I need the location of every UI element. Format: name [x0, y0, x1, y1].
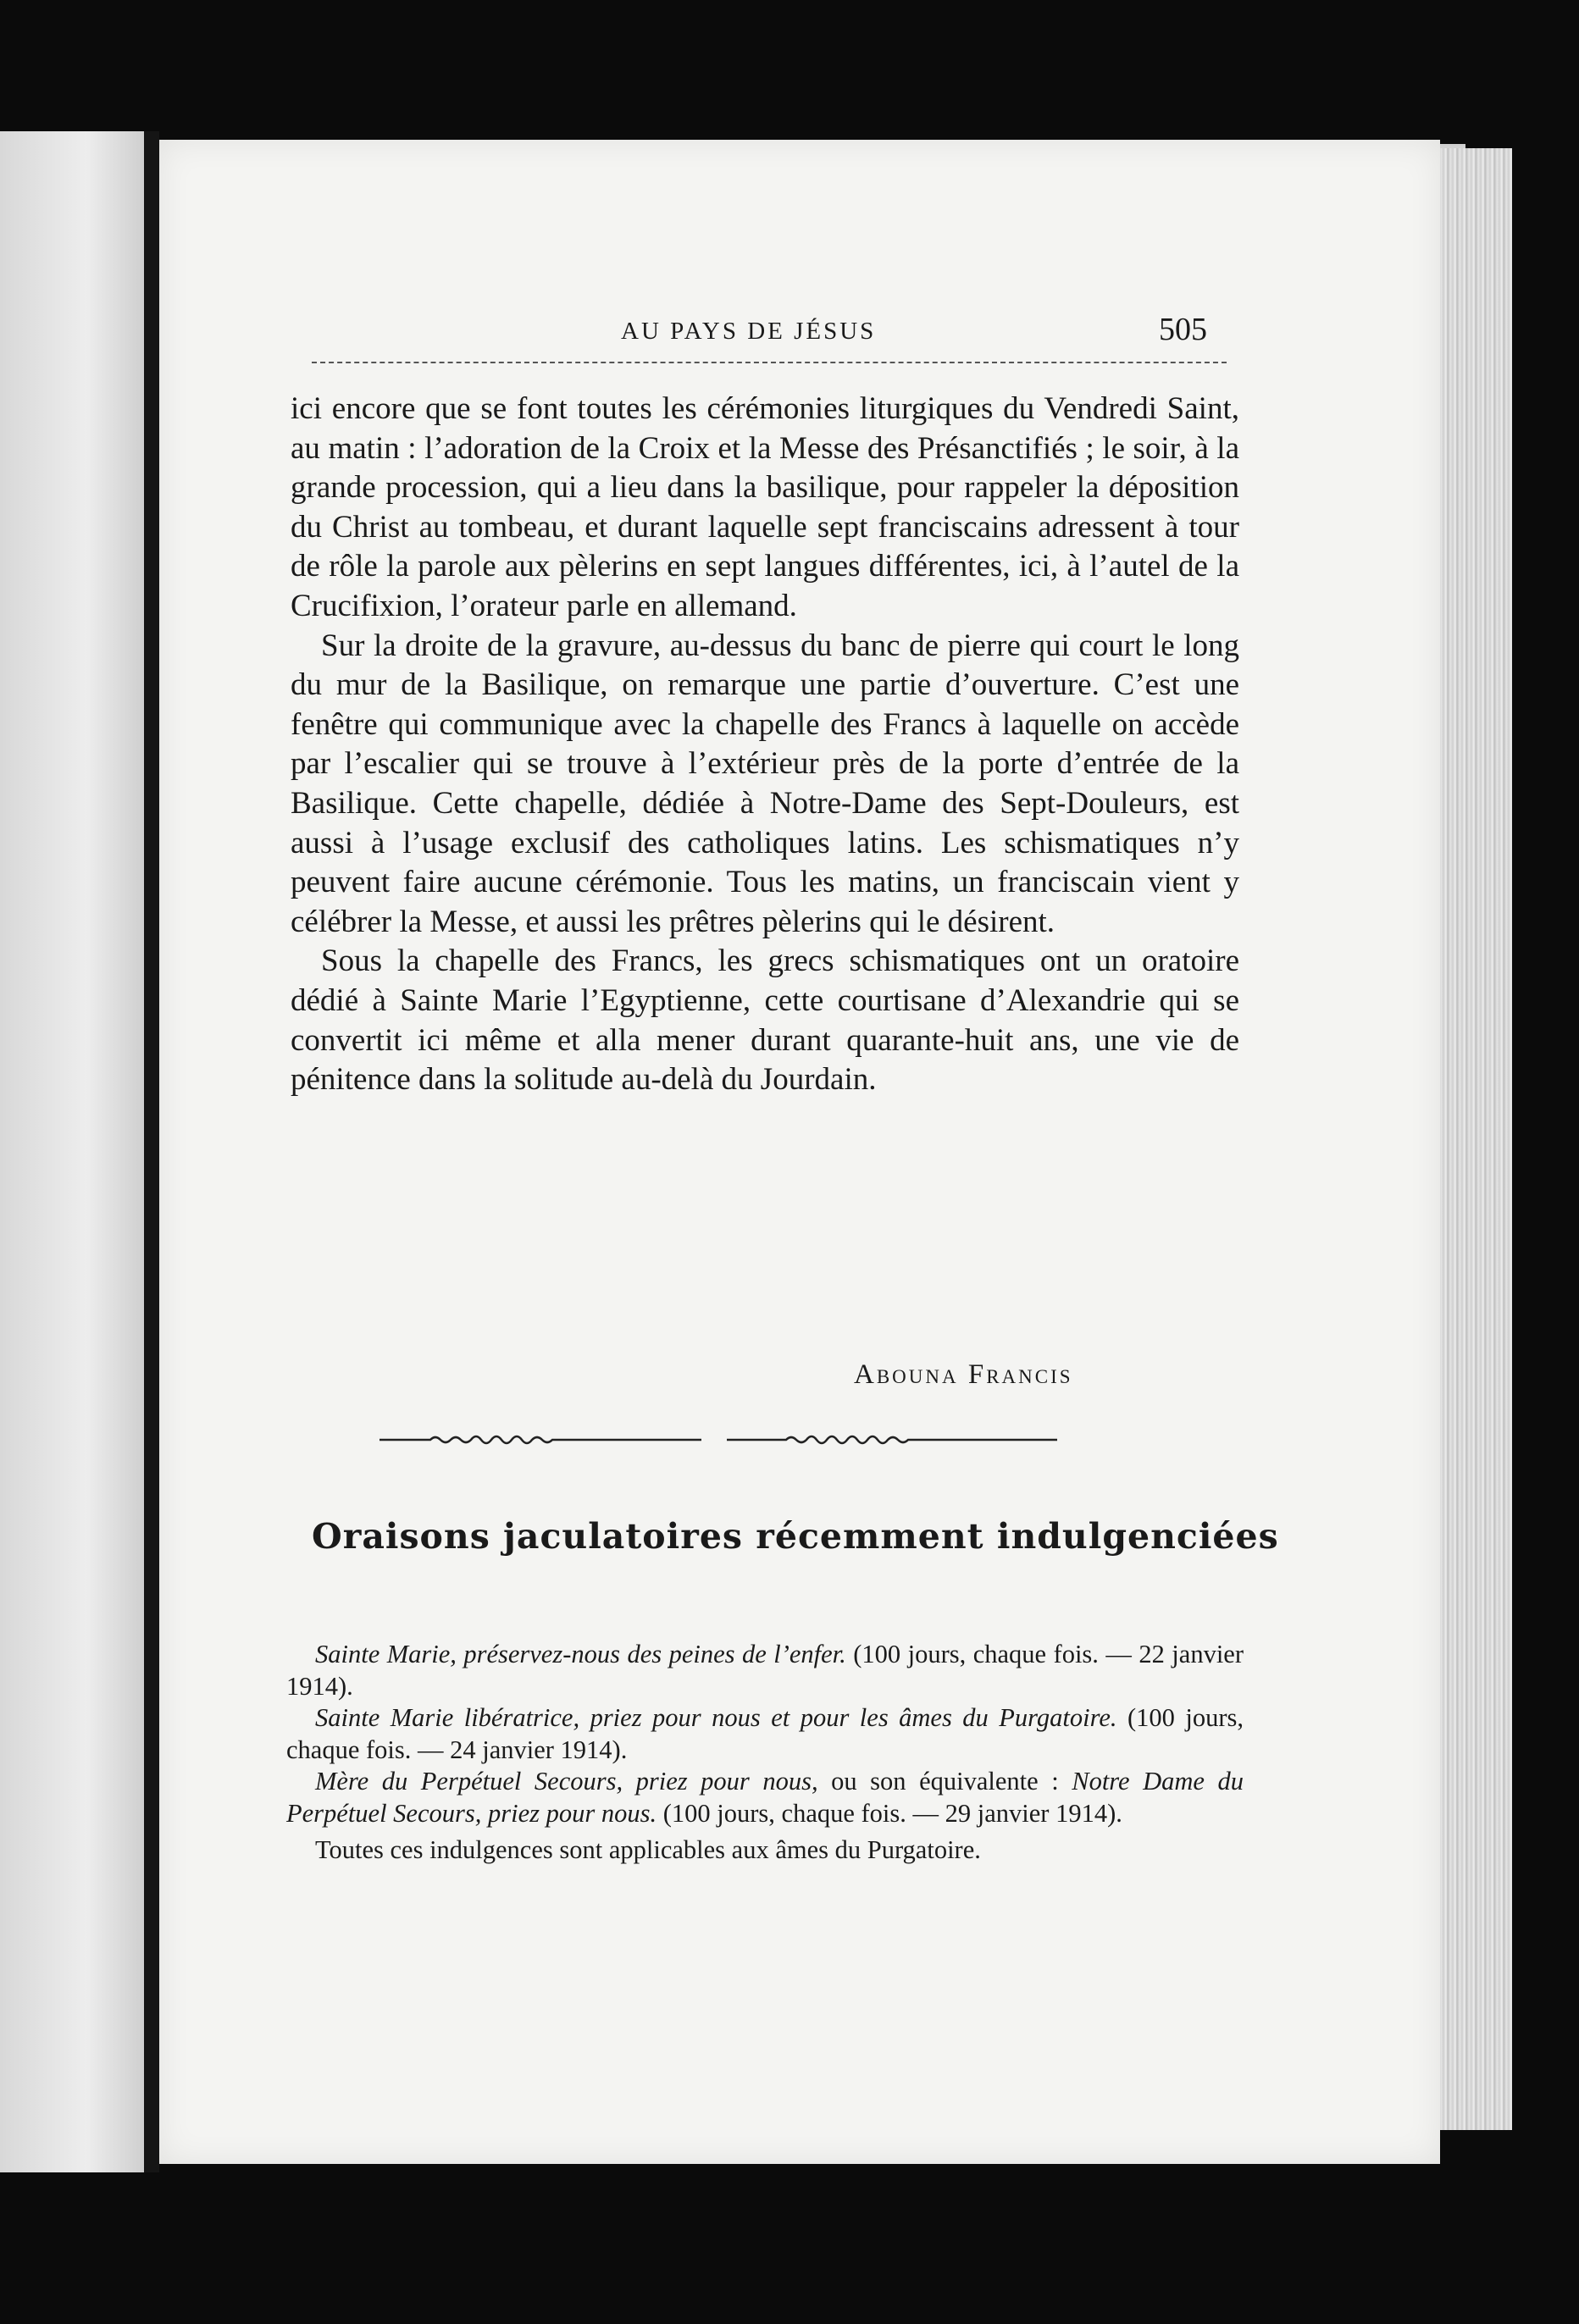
previous-page-edge — [0, 131, 144, 2172]
article-paragraph: Sous la chapelle des Francs, les grecs schismatiques ont un oratoire dédié à Sainte Marie l’Egyptienne, cette courtisane d’Alexandrie qui se convertit ici même et alla mener durant quarante-huit ans, une vie de pénitence dans la solitude au-delà du Jourdain. — [291, 943, 1239, 1098]
prayer-note: (100 jours, chaque fois. — 22 janvier 1914). — [286, 1640, 1244, 1701]
prayer-text: Sainte Marie libératrice, priez pour nous et pour les âmes du Purgatoire. — [315, 1703, 1117, 1732]
prayer-item — [286, 1766, 1244, 1829]
prayer-note: (100 jours, chaque fois. — 24 janvier 1914). — [286, 1703, 1244, 1764]
article-paragraph: ici encore que se font toutes les cérémonies liturgiques du Vendredi Saint, au matin : l’adoration de la Croix et la Messe des Présanctifiés ; le soir, à la grande procession, qui a lieu dans la basilique, pour rappeler la déposition du Christ au tombeau, et durant laquelle sept franciscains adressent à tour de rôle la parole aux pèlerins en sept langues différentes, ici, à l’autel de la Crucifixion, l’orateur parle en allemand. — [291, 391, 1239, 623]
prayer-list — [286, 1639, 1244, 1867]
running-head — [159, 312, 1440, 368]
wavy-divider — [380, 1423, 1057, 1457]
author-signature: Abouna Francis — [854, 1359, 1073, 1390]
book-page — [159, 140, 1440, 2164]
header-rule — [312, 362, 1227, 363]
prayer-item — [286, 1702, 1244, 1766]
article-paragraph: Sur la droite de la gravure, au-dessus du banc de pierre qui court le long du mur de la Basilique, on remarque une partie d’ouverture. C’est une fenêtre qui communique avec la chapelle des Francs à laquelle on accède par l’escalier qui se trouve à l’extérieur près de la porte d’entrée de la Basilique. Cette chapelle, dédiée à Notre-Dame des Sept-Douleurs, est aussi à l’usage exclusif des catholiques latins. Les schismatiques n’y peuvent faire aucune cérémonie. Tous les matins, un franciscain vient y célébrer la Messe, et aussi les prêtres pèlerins qui le désirent. — [291, 628, 1239, 939]
page-stack-edge — [1432, 148, 1512, 2130]
page-number: 505 — [1159, 312, 1207, 347]
article-body — [291, 390, 1239, 1100]
prayer-note: (100 jours, chaque fois. — 29 janvier 1914). — [662, 1798, 1122, 1828]
prayer-connector: ou son équivalente : — [831, 1767, 1059, 1796]
prayer-text: Sainte Marie, préservez-nous des peines de l’enfer. — [315, 1640, 846, 1668]
book-gutter — [144, 131, 159, 2172]
closing-note: Toutes ces indulgences sont applicables aux âmes du Purgatoire. — [315, 1835, 981, 1864]
prayer-alternative: Notre Dame du Perpétuel Secours, priez pour nous. — [286, 1767, 1244, 1828]
running-title: AU PAYS DE JÉSUS — [621, 318, 877, 345]
prayer-text: Mère du Perpétuel Secours, priez pour nous, — [315, 1767, 818, 1796]
section-title: Oraisons jaculatoires récemment indulgenciées — [312, 1516, 1279, 1557]
prayer-item — [286, 1639, 1244, 1702]
